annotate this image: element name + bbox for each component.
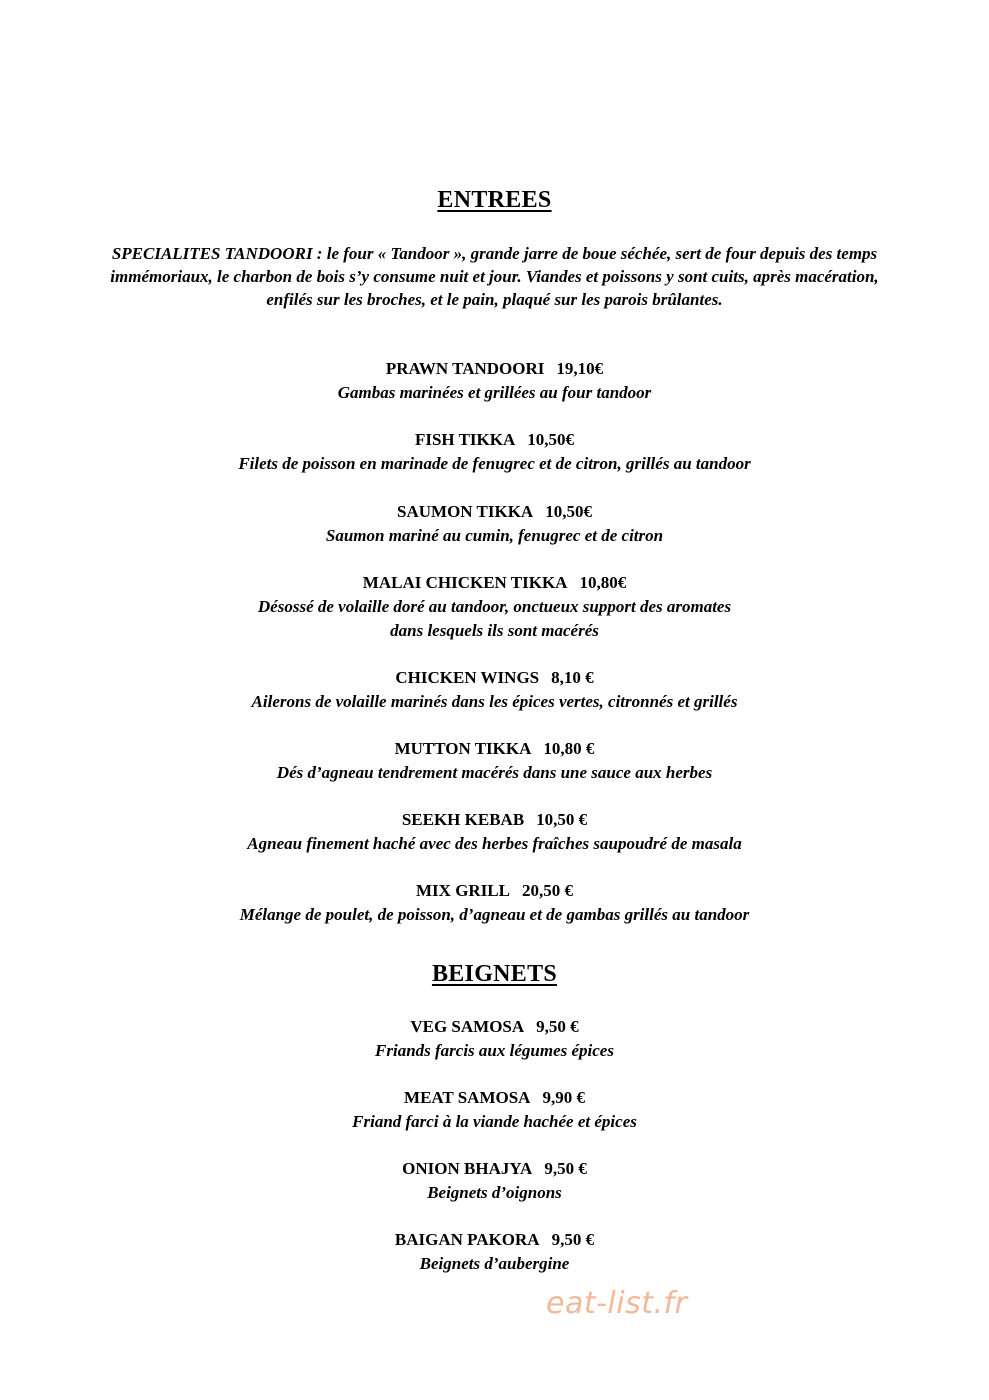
item-description: Beignets d’oignons <box>427 1183 562 1202</box>
item-heading <box>0 879 989 903</box>
item-name: MIX GRILL <box>416 881 510 900</box>
menu-item <box>0 1086 989 1134</box>
item-name: SAUMON TIKKA <box>397 502 534 521</box>
item-name: VEG SAMOSA <box>410 1017 525 1036</box>
menu-item <box>0 737 989 785</box>
item-name: PRAWN TANDOORI <box>385 359 545 378</box>
item-description: Dés d’agneau tendrement macérés dans une sauce aux herbes <box>276 763 713 782</box>
section-title-beignets: BEIGNETS <box>431 961 558 987</box>
item-description: Mélange de poulet, de poisson, d’agneau et de gambas grillés au tandoor <box>239 905 750 924</box>
item-price: 10,80 € <box>543 739 595 758</box>
item-price: 10,50€ <box>527 430 575 449</box>
item-name: BAIGAN PAKORA <box>394 1230 540 1249</box>
menu-item <box>0 571 989 643</box>
item-description: Gambas marinées et grillées au four tandoor <box>337 383 652 402</box>
item-price: 8,10 € <box>551 668 594 687</box>
item-name: CHICKEN WINGS <box>395 668 540 687</box>
item-name: MALAI CHICKEN TIKKA <box>362 573 568 592</box>
item-price: 9,50 € <box>536 1017 579 1036</box>
item-description: Agneau finement haché avec des herbes fraîches saupoudré de masala <box>247 834 742 853</box>
item-price: 10,80€ <box>579 573 627 592</box>
item-description: Filets de poisson en marinade de fenugrec et de citron, grillés au tandoor <box>238 454 751 473</box>
item-description: Désossé de volaille doré au tandoor, onctueux support des aromates <box>257 597 732 616</box>
item-description-continued: dans lesquels ils sont macérés <box>390 621 599 640</box>
item-heading <box>0 1086 989 1110</box>
item-name: ONION BHAJYA <box>402 1159 533 1178</box>
item-price: 10,50€ <box>545 502 592 521</box>
item-heading <box>0 428 989 452</box>
item-name: MEAT SAMOSA <box>404 1088 531 1107</box>
item-heading <box>0 571 989 595</box>
item-price: 20,50 € <box>521 881 573 900</box>
item-heading <box>0 500 989 524</box>
item-description: Friands farcis aux légumes épices <box>375 1041 614 1060</box>
menu-item <box>0 879 989 927</box>
item-price: 19,10€ <box>556 359 604 378</box>
item-heading <box>0 1228 989 1252</box>
watermark: eat-list.fr <box>546 1286 688 1321</box>
menu-item <box>0 428 989 476</box>
menu-item <box>0 1157 989 1205</box>
item-price: 9,50 € <box>544 1159 587 1178</box>
item-description: Beignets d’aubergine <box>419 1254 570 1273</box>
item-price: 9,90 € <box>542 1088 585 1107</box>
item-heading <box>0 1015 989 1039</box>
item-heading <box>0 666 989 690</box>
item-name: MUTTON TIKKA <box>394 739 532 758</box>
menu-item <box>0 1015 989 1063</box>
menu-item <box>0 808 989 856</box>
item-heading <box>0 1157 989 1181</box>
item-heading <box>0 737 989 761</box>
item-name: SEEKH KEBAB <box>401 810 525 829</box>
item-price: 10,50 € <box>536 810 588 829</box>
item-name: FISH TIKKA <box>414 430 516 449</box>
menu-item <box>0 666 989 714</box>
item-heading <box>0 357 989 381</box>
item-description: Ailerons de volaille marinés dans les épices vertes, citronnés et grillés <box>251 692 738 711</box>
item-description: Saumon mariné au cumin, fenugrec et de citron <box>325 526 664 545</box>
item-description: Friand farci à la viande hachée et épices <box>352 1112 637 1131</box>
section-title-entrees: ENTREES <box>437 187 552 213</box>
menu-item <box>0 357 989 405</box>
menu-item <box>0 500 989 548</box>
item-heading <box>0 808 989 832</box>
menu-item <box>0 1228 989 1276</box>
tandoori-intro: SPECIALITES TANDOORI : le four « Tandoor », grande jarre de boue séchée, sert de four depuis des temps immémoriaux, le charbon de bois s’y consume nuit et jour. Viandes et poissons y sont cuits, après macération, enfilés sur les broches, et le pain, plaqué sur les parois brûlantes. <box>110 244 879 309</box>
item-price: 9,50 € <box>551 1230 595 1249</box>
